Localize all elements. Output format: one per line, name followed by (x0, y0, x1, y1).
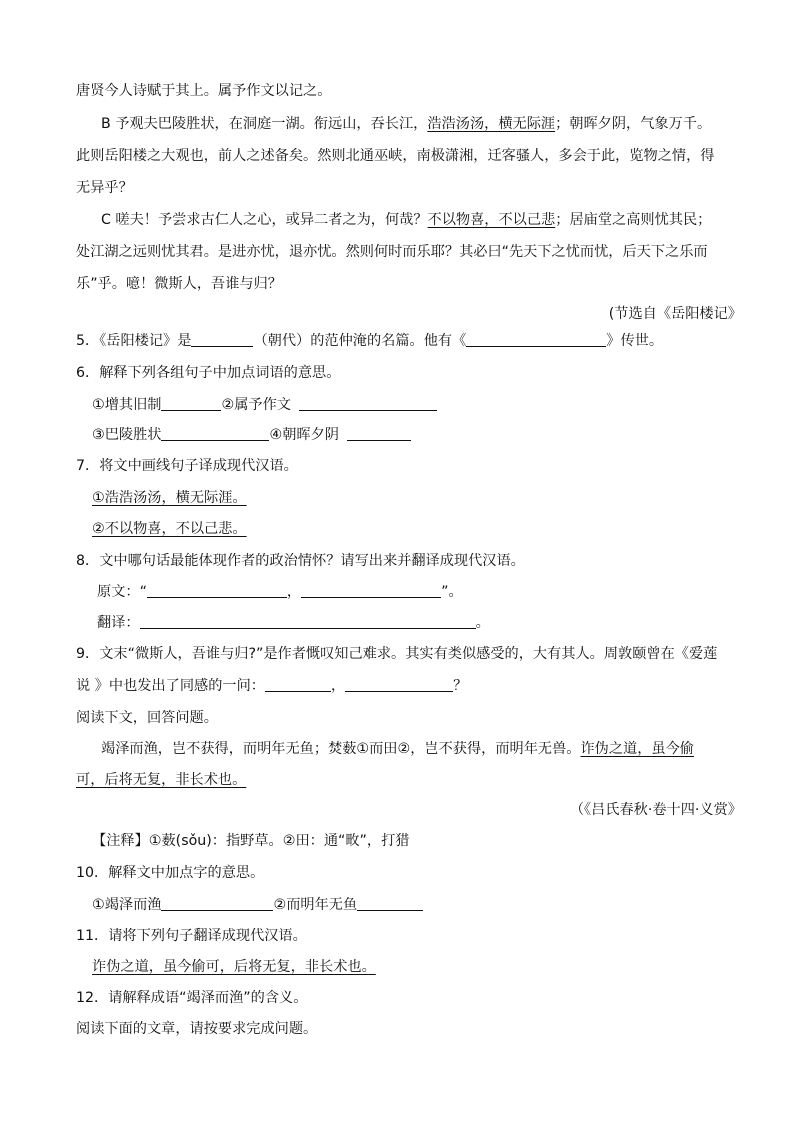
source-citation: （《吕氏春秋·卷十四·义赏》 (569, 802, 742, 818)
passage-paragraph-c: C 嗟夫！予尝求古仁人之心，或异二者之为，何哉？不以物喜，不以己悲；居庙堂之高则忧其民； (101, 212, 712, 228)
question-12: 12．请解释成语“竭泽而渔”的含义。 (76, 990, 308, 1006)
underlined-sentence-3: 诈伪之道，虽今偷 (580, 741, 694, 757)
question-11: 11．请将下列句子翻译成现代汉语。 (76, 928, 307, 944)
underlined-sentence-2: 不以物喜，不以己悲 (427, 212, 556, 228)
question-7-item-1: ①浩浩汤汤，横无际涯。 (92, 490, 247, 506)
answer-blank[interactable] (147, 583, 287, 598)
question-8: 8．文中哪句话最能体现作者的政治情怀？请写出来并翻译成现代汉语。 (76, 553, 525, 569)
answer-blank[interactable] (347, 426, 411, 441)
question-10-row: ①竭泽而渔 ②而明年无鱼 (92, 895, 764, 915)
question-5: 5．《岳阳楼记》是 （朝代）的范仲淹的名篇。他有《 》传世。 (76, 333, 664, 349)
passage-line: 处江湖之远则忧其君。是进亦忧，退亦忧。然则何时而乐耶？其必曰“先天下之忧而忧，后天下之乐而 (76, 244, 708, 260)
reading-instruction: 阅读下文，回答问题。 (76, 710, 218, 726)
question-11-sentence: 诈伪之道，虽今偷可，后将无复，非长术也。 (92, 959, 376, 975)
answer-blank[interactable] (140, 614, 476, 629)
answer-blank[interactable] (161, 396, 221, 411)
passage-line: 唐贤今人诗赋于其上。属予作文以记之。 (76, 83, 332, 99)
question-8-original: 原文：“ ， ”。 (97, 584, 463, 600)
question-10: 10．解释文中加点字的意思。 (76, 865, 265, 881)
passage-line: 此则岳阳楼之大观也，前人之述备矣。然则北通巫峡，南极潇湘，迁客骚人，多会于此，览物之情，得 (76, 148, 715, 164)
answer-blank[interactable] (161, 896, 273, 911)
answer-blank[interactable] (161, 426, 269, 441)
question-9-line-2: 说 》中也发出了同感的一问： ， ？ (76, 678, 468, 694)
passage-2: 竭泽而渔，岂不获得，而明年无鱼；焚薮①而田②，岂不获得，而明年无兽。诈伪之道，虽今偷 (101, 741, 694, 757)
question-6-row-2: ③巴陵胜状 ④朝晖夕阴 (92, 425, 764, 445)
annotation-note: 【注释】①薮(sǒu)：指野草。②田：通“畋”，打猎 (92, 833, 410, 849)
answer-blank[interactable] (466, 332, 606, 347)
answer-blank[interactable] (345, 677, 453, 692)
answer-blank[interactable] (301, 583, 441, 598)
reading-instruction: 阅读下面的文章，请按要求完成问题。 (76, 1021, 318, 1037)
question-7: 7．将文中画线句子译成现代汉语。 (76, 458, 298, 474)
answer-blank[interactable] (191, 332, 253, 347)
answer-blank[interactable] (357, 896, 423, 911)
passage-line: 无异乎？ (76, 180, 133, 196)
question-6-row-1: ①增其旧制 ②属予作文 (92, 395, 764, 415)
source-citation: (节选自《岳阳楼记》 (608, 306, 742, 322)
passage-line: 乐”乎。噫！微斯人，吾谁与归？ (76, 276, 282, 292)
answer-blank[interactable] (299, 396, 437, 411)
question-9: 9．文末“微斯人，吾谁与归?”是作者慨叹知己难求。其实有类似感受的，大有其人。周敦颐曾在《爱莲 (76, 646, 718, 662)
question-8-translation: 翻译： 。 (97, 615, 490, 631)
passage-2-line-2: 可，后将无复，非长术也。 (76, 772, 247, 788)
underlined-sentence-1: 浩浩汤汤，横无际涯 (427, 116, 556, 132)
passage-paragraph-b: B 予观夫巴陵胜状，在洞庭一湖。衔远山，吞长江，浩浩汤汤，横无际涯；朝晖夕阴，气象万千。 (101, 116, 712, 132)
question-7-item-2: ②不以物喜，不以己悲。 (92, 521, 247, 537)
question-6: 6．解释下列各组句子中加点词语的意思。 (76, 365, 341, 381)
answer-blank[interactable] (265, 677, 331, 692)
